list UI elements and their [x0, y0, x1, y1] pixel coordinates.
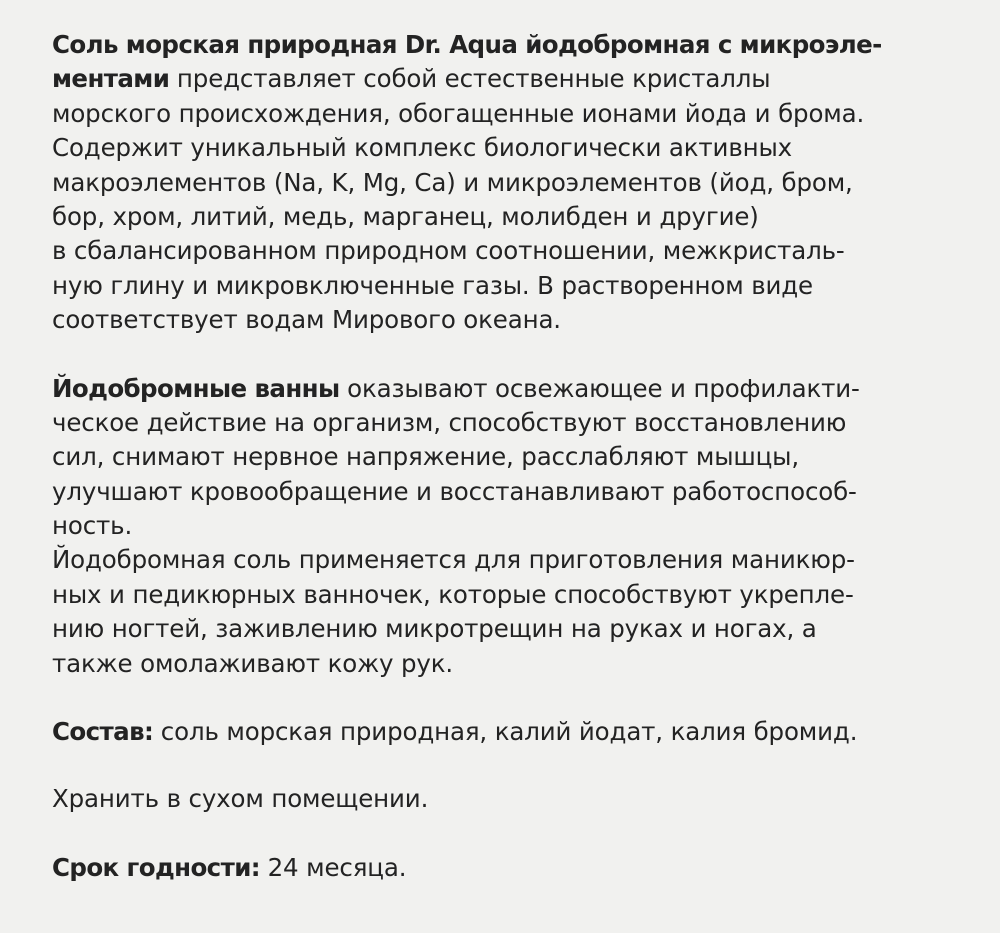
- composition-paragraph: [52, 715, 992, 749]
- product-description-document: [52, 28, 992, 885]
- text-line: макроэлементов (Na, K, Mg, Ca) и микроэлементов (йод, бром,: [52, 167, 853, 197]
- baths-paragraph: [52, 372, 992, 682]
- text-line: сил, снимают нервное напряжение, расслабляют мышцы,: [52, 442, 800, 472]
- text-line: нию ногтей, заживлению микротрещин на руках и ногах, а: [52, 614, 817, 644]
- text-line: Содержит уникальный комплекс биологически активных: [52, 133, 793, 163]
- text-run: оказывают освежающее и профилакти-: [339, 373, 860, 403]
- text-line: улучшают кровообращение и восстанавливают работоспособ-: [52, 476, 857, 506]
- text-line: в сбалансированном природном соотношении, межкристаль-: [52, 236, 845, 266]
- text-line: Йодобромная соль применяется для приготовления маникюр-: [52, 545, 855, 575]
- text-line: морского происхождения, обогащенные ионами йода и брома.: [52, 98, 865, 128]
- text-line: ность.: [52, 511, 133, 541]
- text-line: ных и педикюрных ванночек, которые способствуют укрепле-: [52, 579, 854, 609]
- shelf-life-label: Срок годности:: [52, 852, 260, 882]
- text-line: [52, 28, 992, 62]
- text-line: [52, 372, 992, 406]
- composition-value: соль морская природная, калий йодат, калия бромид.: [153, 717, 858, 747]
- storage-paragraph: [52, 782, 992, 816]
- baths-heading-bold: Йодобромные ванны: [52, 373, 340, 403]
- text-line: [52, 851, 992, 885]
- text-run: представляет собой естественные кристаллы: [169, 64, 771, 94]
- product-name-bold: Соль морская природная Dr. Aqua йодобромная с микроэле-: [52, 30, 882, 59]
- shelf-life-value: 24 месяца.: [259, 852, 407, 882]
- text-line: ческое действие на организм, способствуют восстановлению: [52, 407, 847, 437]
- composition-label: Состав:: [52, 717, 154, 747]
- text-line: [52, 62, 992, 96]
- text-line: [52, 715, 992, 749]
- text-line: ную глину и микровключенные газы. В растворенном виде: [52, 270, 813, 300]
- product-name-bold: ментами: [52, 64, 170, 94]
- description-paragraph: [52, 28, 992, 338]
- text-line: также омолаживают кожу рук.: [52, 648, 454, 678]
- storage-text: Хранить в сухом помещении.: [52, 784, 429, 814]
- text-line: соответствует водам Мирового океана.: [52, 305, 561, 335]
- text-line: бор, хром, литий, медь, марганец, молибден и другие): [52, 201, 759, 231]
- shelf-life-paragraph: [52, 851, 992, 885]
